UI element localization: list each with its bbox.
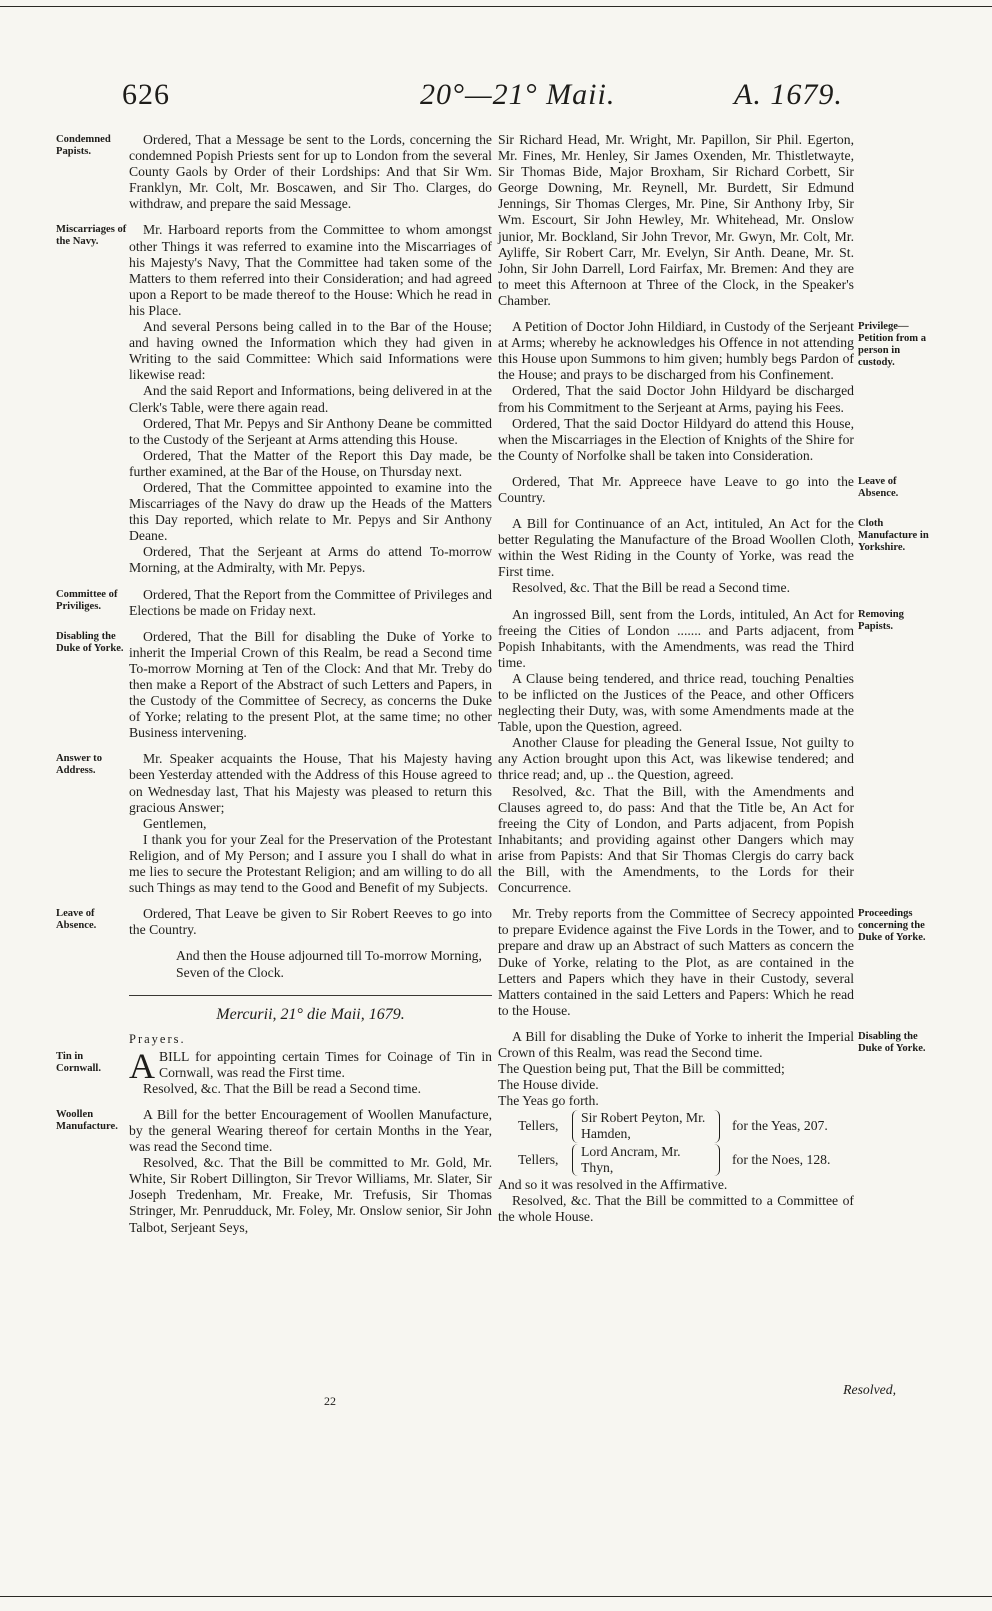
entry-committee-privileges <box>56 587 492 619</box>
tellers-yeas <box>518 1110 854 1142</box>
tellers-names: Lord Ancram, Mr. Thyn, <box>572 1144 720 1176</box>
tellers-label: Tellers, <box>518 1151 559 1167</box>
margin-note: Leave of Absence. <box>858 475 899 499</box>
paragraph: Ordered, That Mr. Appreece have Leave to go into the Country. <box>498 473 854 505</box>
entry-condemned-papists <box>56 132 492 212</box>
catchword: Resolved, <box>843 1382 896 1397</box>
paragraph: Ordered, That the Serjeant at Arms do attend To-morrow Morning, at the Admiralty, with Mr. Pepys. <box>129 544 492 576</box>
tellers-names: Sir Robert Peyton, Mr. Hamden, <box>572 1110 720 1142</box>
paragraph: And the said Report and Informations, being delivered in at the Clerk's Table, were there again read. <box>129 383 492 415</box>
prayers-heading: Prayers. <box>129 1031 186 1046</box>
paragraph: A Bill for disabling the Duke of Yorke to inherit the Imperial Crown of this Realm, was read the Second time. <box>498 1028 854 1060</box>
paragraph: An ingrossed Bill, sent from the Lords, intituled, An Act for freeing the Cities of London ....... and Parts adjacent, from Popish Inhabitants, with the Amendments, was read the Third time. <box>498 606 854 670</box>
paragraph: Gentlemen, <box>143 815 207 831</box>
entry-leave-absence-2 <box>498 474 938 506</box>
page-dates: 20°—21° Maii. <box>420 78 616 111</box>
entry-proceedings-duke <box>498 906 938 1019</box>
right-column <box>498 132 938 1235</box>
paragraph: Ordered, That the said Doctor Hildyard do attend this House, when the Miscarriages in the Election of Knights of the Shire for the County of Norfolke shall be taken into Consideration. <box>498 415 854 463</box>
paragraph: A Bill for the better Encouragement of Woollen Manufacture, by the general Wearing thereof for certain Months in the Year, was read the Second time. <box>129 1106 492 1155</box>
tellers-label: Tellers, <box>518 1118 559 1134</box>
adjournment-text: And then the House adjourned till To-morrow Morning, Seven of the Clock. <box>176 948 482 980</box>
margin-note: Cloth Manufacture in Yorkshire. <box>858 518 929 554</box>
paragraph: The House divide. <box>498 1077 599 1093</box>
paragraph: Resolved, &c. That the Bill be read a Second time. <box>143 1080 421 1096</box>
paragraph: Ordered, That Leave be given to Sir Robert Reeves to go into the Country. <box>129 906 492 938</box>
paragraph: Sir Richard Head, Mr. Wright, Mr. Papillon, Sir Phil. Egerton, Mr. Fines, Mr. Henley, Sir James Oxenden, Mr. Thistletwayte, Sir Thomas Bide, Major Broxham, Sir Richard Corbett, Sir George Downing, Mr. Reynell, Mr. Burdett, Sir Edmund Jennings, Sir Thomas Clerges, Mr. Pine, Sir Anthony Irby, Sir Wm. Escourt, Sir John Hewley, Mr. Whitehead, Mr. Onslow junior, Mr. Bockland, Sir John Trevor, Mr. Gwyn, Mr. Colt, Mr. Ayliffe, Sir Robert Carr, Mr. Evelyn, Sir Anth. Deane, Mr. St. John, Sir John Darrell, Lord Fairfax, Mr. Bremen: And they are to meet this Afternoon at Three of the Clock, in the Speaker's Chamber. <box>498 132 854 308</box>
paragraph: A Petition of Doctor John Hildiard, in Custody of the Serjeant at Arms; whereby he acknowledges his Offence in not attending this House upon Summons to him given; humbly begs Pardon of the House; and prays to be discharged from his Confinement. <box>498 319 854 383</box>
paragraph: Resolved, &c. That the Bill be committed to a Committee of the whole House. <box>498 1192 854 1224</box>
margin-note: Disabling the Duke of Yorke. <box>858 1030 926 1054</box>
entry-cloth-manufacture <box>498 516 938 596</box>
entry-privilege-petition <box>498 319 938 464</box>
page-number: 626 <box>122 78 170 111</box>
paragraph: Another Clause for pleading the General Issue, Not guilty to any Action brought upon this Act, was likewise tendered; and thrice read; and, up .. the Question, agreed. <box>498 735 854 783</box>
day-heading: Mercurii, 21° die Maii, 1679. <box>216 1005 405 1023</box>
paragraph: Resolved, &c. That the Bill be committed to Mr. Gold, Mr. White, Sir Robert Dillington, Sir Trevor Williams, Mr. Slater, Sir Joseph Tredenham, Mr. Freake, Mr. Trefusis, Sir Thomas Stringer, Mr. Penrudduck, Mr. Foley, Mr. Onslow senior, Sir John Talbot, Serjeant Seys, <box>129 1155 492 1235</box>
paragraph: And so it was resolved in the Affirmative. <box>498 1176 728 1192</box>
margin-note: Privilege— Petition from a person in custody. <box>858 321 927 369</box>
paragraph: A Clause being tendered, and thrice read, touching Penalties to be inflicted on the Justices of the Peace, and other Officers neglecting their Duty, was, with some Amendments made at the Table, upon the Question, agreed. <box>498 670 854 735</box>
drop-cap: A <box>129 1045 155 1086</box>
paragraph: Resolved, &c. That the Bill, with the Amendments and Clauses agreed to, do pass: And that the Title be, An Act for freeing the City of London, and Parts adjacent, from Popish Inhabitants; and providing against other Dangers which may arise from Papists: And that Sir Thomas Clergis do carry back the Bill, with the Amendments, to the Lords for their Concurrence. <box>498 783 854 896</box>
paragraph: Ordered, That the said Doctor John Hildyard be discharged from his Commitment to the Serjeant at Arms, paying his Fees. <box>498 383 854 415</box>
paragraph <box>129 1045 492 1086</box>
day-divider <box>129 995 492 996</box>
paragraph: Mr. Harboard reports from the Committee to whom amongst other Things it was referred to examine into the Miscarriages of his Majesty's Navy, That the Committee had taken some of the Matters to them referred into their Consideration; and had agreed upon a Report to be made thereof to the House: Which he read in his Place. <box>129 222 492 318</box>
tellers-result: for the Noes, 128. <box>732 1151 831 1167</box>
page-header <box>0 74 992 130</box>
tellers-block <box>518 1110 854 1175</box>
margin-note: Committee of Priviliges. <box>56 588 118 612</box>
tellers-noes <box>518 1144 854 1176</box>
margin-note: Tin in Cornwall. <box>56 1050 102 1074</box>
paragraph: Ordered, That a Message be sent to the Lords, concerning the condemned Popish Priests sent for up to London from the several County Gaols by Order of their Lordships: And that Sir Wm. Franklyn, Mr. Colt, Mr. Boscawen, and Sir Tho. Clarges, do withdraw, and prepare the said Message. <box>129 132 492 212</box>
top-scan-edge <box>0 6 992 7</box>
tellers-result: for the Yeas, 207. <box>732 1118 828 1134</box>
margin-note: Disabling the Duke of Yorke. <box>56 630 124 654</box>
entry-committee-list <box>498 132 938 309</box>
paragraph-text: BILL for appointing certain Times for Coinage of Tin in Cornwall, was read the First time. <box>159 1048 492 1080</box>
paragraph: And several Persons being called in to the Bar of the House; and having owned the Information which they had given in Writing to the said Committee: Which said Informations were likewise read: <box>129 319 492 383</box>
entry-miscarriages-navy <box>56 222 492 576</box>
paragraph: The Question being put, That the Bill be committed; <box>498 1061 785 1077</box>
margin-note: Proceedings concerning the Duke of Yorke. <box>858 908 926 944</box>
margin-note: Leave of Absence. <box>56 908 97 932</box>
paragraph: Ordered, That the Matter of the Report this Day made, be further examined, at the Bar of the House, on Thursday next. <box>129 447 492 479</box>
entry-tin-cornwall <box>56 1045 492 1097</box>
entry-woollen-manufacture <box>56 1107 492 1236</box>
entry-disabling-duke-division <box>498 1029 938 1225</box>
paragraph: The Yeas go forth. <box>498 1093 599 1109</box>
paragraph: Ordered, That the Committee appointed to examine into the Miscarriages of the Navy do draw up the Heads of the Matters this Day reported, which relate to Mr. Pepys and Sir Anthony Deane. <box>129 479 492 544</box>
left-column <box>56 132 492 1246</box>
paragraph: A Bill for Continuance of an Act, intituled, An Act for the better Regulating the Manufacture of the Broad Woollen Cloth, within the West Riding in the County of Yorke, was read the First time. <box>498 516 854 580</box>
paragraph: Ordered, That the Bill for disabling the Duke of Yorke to inherit the Imperial Crown of this Realm, be read a Second time To-morrow Morning at Ten of the Clock: And that Mr. Treby do then make a Report of the Abstract of such Letters and Papers, in the Custody of the Committee of Secrecy, as concerns the Duke of Yorke; relating to the present Plot, at the same time; no other Business intervening. <box>129 628 492 741</box>
entry-leave-absence <box>56 906 492 938</box>
entry-answer-address <box>56 751 492 896</box>
paragraph: Resolved, &c. That the Bill be read a Second time. <box>512 580 790 596</box>
signature-mark: 22 <box>324 1394 336 1408</box>
margin-note: Answer to Address. <box>56 753 103 777</box>
paragraph: Mr. Speaker acquaints the House, That his Majesty having been Yesterday attended with the Address of this House agreed to on Wednesday last, That his Majesty was pleased to return this gracious Answer; <box>129 751 492 815</box>
adjournment <box>56 948 492 980</box>
margin-note: Removing Papists. <box>858 608 904 632</box>
paragraph: Ordered, That the Report from the Committee of Privileges and Elections be made on Friday next. <box>129 586 492 618</box>
margin-note: Woollen Manufacture. <box>56 1108 118 1132</box>
paragraph: I thank you for your Zeal for the Preservation of the Protestant Religion, and of My Person; and I assure you I shall do what in me lies to secure the Protestant Religion; and am willing to do all such Things as may tend to the Good and Benefit of my Subjects. <box>129 831 492 896</box>
paragraph: Mr. Treby reports from the Committee of Secrecy appointed to prepare Evidence against the Five Lords in the Tower, and to prepare and draw up an Abstract of such Matters as concern the Duke of Yorke, relating to the Plot, as are contained in the Letters and Papers which they have in their Custody, several Matters contained in the said Letters and Papers: Which he read to the House. <box>498 906 854 1018</box>
paragraph: Ordered, That Mr. Pepys and Sir Anthony Deane be committed to the Custody of the Serjeant at Arms attending this House. <box>129 415 492 447</box>
page-year: A. 1679. <box>734 78 843 111</box>
bottom-scan-edge <box>0 1596 992 1597</box>
margin-note: Condemned Papists. <box>56 134 111 157</box>
margin-note: Miscarriages of the Navy. <box>56 224 127 248</box>
entry-removing-papists <box>498 607 938 897</box>
entry-disabling-duke <box>56 629 492 742</box>
